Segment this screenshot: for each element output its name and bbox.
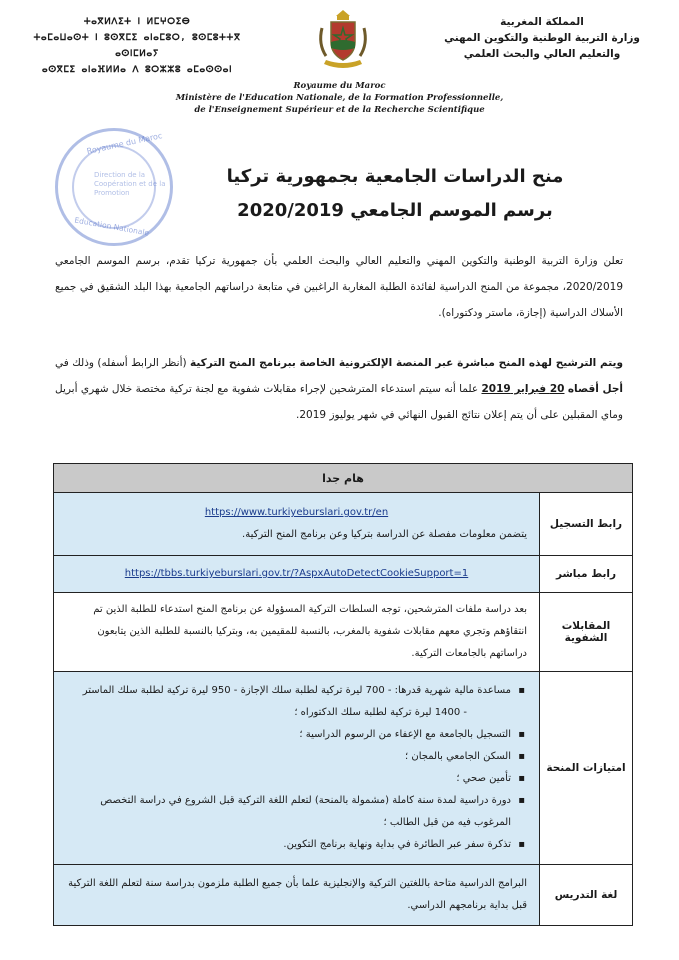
stamp-bottom-text: Education Nationale	[73, 215, 150, 238]
table-row-benefits	[54, 672, 633, 865]
kingdom-name-fr: Royaume du Maroc	[293, 81, 386, 91]
row-value	[54, 556, 540, 593]
direct-link[interactable]: https://tbbs.turkiyeburslari.gov.tr/?AspxAutoDetectCookieSupport=1	[124, 568, 469, 579]
row-value	[54, 493, 540, 556]
benefit-item: ▪ التسجيل بالجامعة مع الإعفاء من الرسوم الدراسية ؛	[66, 724, 511, 746]
benefit-item: ▪ تذكرة سفر عبر الطائرة في بداية ونهاية برنامج التكوين.	[66, 834, 511, 856]
row-label: امتيازات المنحة	[540, 672, 633, 865]
table-header: هام جدا	[54, 464, 633, 493]
apply-start: ويتم الترشيح لهذه المنح مباشرة عبر المنصة الإلكترونية الخاصة ببرنامج المنح التركية	[190, 357, 623, 369]
stamp-top-text: Royaume du Maroc	[85, 131, 164, 156]
table-row-language	[54, 865, 633, 926]
ministry-name-fr-1: Ministère de l'Education Nationale, de la Formation Professionnelle,	[175, 93, 504, 103]
registration-link[interactable]: https://www.turkiyeburslari.gov.tr/en	[204, 507, 389, 518]
benefit-item: ▪ دورة دراسية لمدة سنة كاملة (مشمولة بالمنحة) لتعلم اللغة التركية قبل الشروع في دراسة التخصص المرغوب فيه من قبل الطالب ؛	[66, 790, 511, 834]
ministry-header-french	[160, 80, 519, 116]
title-line-1: منح الدراسات الجامعية بجمهورية تركيا	[226, 166, 564, 187]
row-value: بعد دراسة ملفات المترشحين، توجه السلطات التركية المسؤولة عن برنامج المنح استدعاء للطلبة الذين تم انتقاؤهم وتجري معهم مقابلات شفوية بالمغرب، بالنسبة للمقيمين به، وبتركيا بالنسبة للطلبة الذين يتابعون دراساتهم بالجامعات التركية.	[54, 593, 540, 672]
row-label: لغة التدريس	[540, 865, 633, 926]
benefits-list	[66, 680, 527, 856]
title-line-2: برسم الموسم الجامعي 2020/2019	[237, 200, 553, 221]
ministry-name-ar-1: وزارة التربية الوطنية والتكوين المهني	[444, 32, 640, 44]
table-row-interviews	[54, 593, 633, 672]
benefit-item: ▪ السكن الجامعي بالمجان ؛	[66, 746, 511, 768]
kingdom-name-ar: المملكة المغربية	[500, 16, 584, 28]
row-label: رابط التسجيل	[540, 493, 633, 556]
table-row-registration	[54, 493, 633, 556]
ministry-header-arabic	[427, 14, 657, 62]
row-value	[54, 672, 540, 865]
application-paragraph	[55, 350, 623, 428]
deadline-date: 20 فبراير 2019	[481, 383, 565, 395]
row-value: البرامج الدراسية متاحة باللغتين التركية والإنجليزية علما بأن جميع الطلبة ملزمون بدراسة سنة لتعلم اللغة التركية قبل بداية برنامجهم الدراسي.	[54, 865, 540, 926]
row-label: المقابلات الشفوية	[540, 593, 633, 672]
stamp-middle-text: Direction de la Coopération et de la Promotion	[94, 171, 166, 197]
ministry-name-ar-2: والتعليم العالي والبحث العلمي	[463, 48, 621, 60]
benefit-item: ▪ مساعدة مالية شهرية قدرها: - 700 ليرة تركية لطلبة سلك الإجازة - 950 ليرة تركية لطلبة سلك الماستر - 1400 ليرة تركية لطلبة سلك الدكتوراه ؛	[66, 680, 511, 724]
tifinagh-line-1: ⵜⴰⴳⵍⴷⵉⵜ ⵏ ⵍⵎⵖⵔⵉⴱ	[83, 17, 191, 27]
tifinagh-line-3: ⴰⵙⴳⵎⵉ ⴰⵏⴰⴼⵍⵍⴰ ⴷ ⵓⵔⵣⵣⵓ ⴰⵎⴰⵙⵙⴰⵏ	[41, 65, 233, 75]
apply-ref: (أنظر الرابط أسفله) وذلك في	[55, 357, 187, 369]
announcement-title	[170, 160, 620, 228]
row-label: رابط مباشر	[540, 556, 633, 593]
deadline-lead: أجل أقصاه	[567, 383, 624, 395]
registration-note: يتضمن معلومات مفصلة عن الدراسة بتركيا وعن برنامج المنح التركية.	[242, 529, 527, 540]
benefit-sub-item: - 1400 ليرة تركية لطلبة سلك الدكتوراه ؛	[294, 707, 467, 718]
important-info-table	[53, 463, 633, 926]
tifinagh-line-2: ⵜⴰⵎⴰⵡⴰⵙⵜ ⵏ ⵓⵙⴳⵎⵉ ⴰⵏⴰⵎⵓⵔ, ⵓⵙⵎⵓⵜⵜⴳ ⴰⵙⵏⵎⵍⴰⵢ	[33, 33, 241, 59]
benefit-item: ▪ تأمين صحي ؛	[66, 768, 511, 790]
apply-end: علما أنه سيتم استدعاء المترشحين لإجراء مقابلات شفوية مع لجنة تركية مختصة خلال شهري أبريل وماي المقبلين على أن يتم إعلان نتائج القبول النهائي في شهر يوليوز 2019.	[55, 383, 623, 421]
ministry-name-fr-2: de l'Enseignement Supérieur et de la Recherche Scientifique	[194, 105, 485, 115]
intro-paragraph: تعلن وزارة التربية الوطنية والتكوين المهني والتعليم العالي والبحث العلمي بأن جمهورية تركيا تقدم، برسم الموسم الجامعي 2020/2019، مجموعة من المنح الدراسية لفائدة الطلبة المغاربة الراغبين في متابعة دراساتهم الجامعية بهذا البلد الشقيق في جميع الأسلاك الدراسية (إجازة، ماستر ودكتوراه).	[55, 255, 623, 319]
table-row-direct-link	[54, 556, 633, 593]
coat-of-arms-icon	[314, 8, 372, 74]
official-stamp	[55, 128, 173, 246]
ministry-header-tifinagh	[22, 14, 252, 78]
